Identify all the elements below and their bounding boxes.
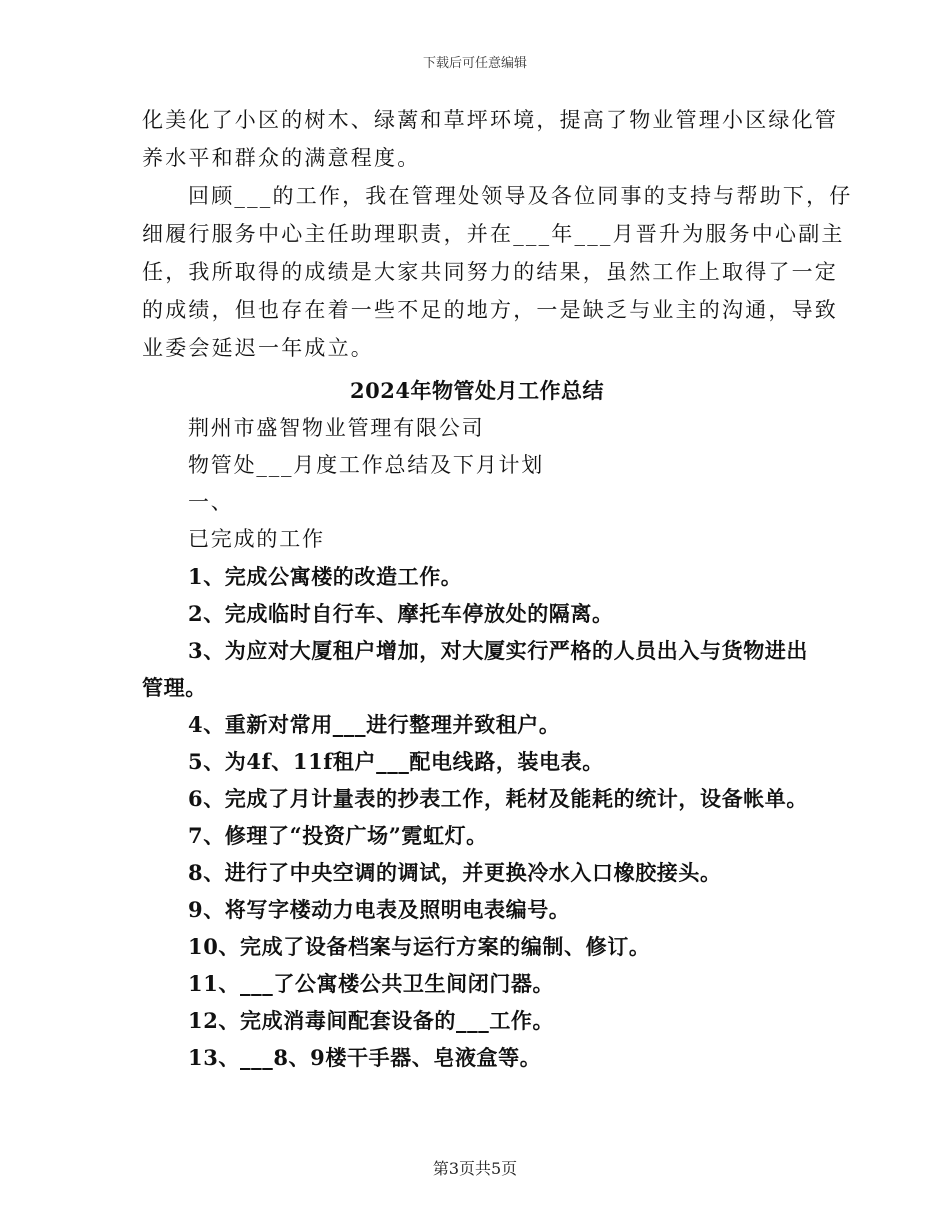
list-item: 2、完成临时自行车、摩托车停放处的隔离。 [188,601,614,626]
report-subtitle: 物管处___月度工作总结及下月计划 [188,453,545,477]
list-item-continuation: 管理。 [142,675,207,700]
list-item: 10、完成了设备档案与运行方案的编制、修订。 [188,934,651,959]
section-heading: 已完成的工作 [188,527,325,551]
list-item: 3、为应对大厦租户增加，对大厦实行严格的人员出入与货物进出 [188,638,809,663]
paragraph-line: 回顾___的工作，我在管理处领导及各位同事的支持与帮助下，仔 [188,184,853,208]
list-item: 11、___了公寓楼公共卫生间闭门器。 [188,971,555,996]
paragraph-line: 养水平和群众的满意程度。 [142,146,421,170]
document-body [142,101,853,1076]
paragraph-line: 任，我所取得的成绩是大家共同努力的结果，虽然工作上取得了一定 [142,260,838,284]
list-item: 12、完成消毒间配套设备的___工作。 [188,1008,555,1033]
company-name: 荆州市盛智物业管理有限公司 [188,416,485,440]
page-header: 下载后可任意编辑 [422,56,527,71]
list-item: 8、进行了中央空调的调试，并更换冷水入口橡胶接头。 [188,860,722,885]
list-item: 4、重新对常用___进行整理并致租户。 [188,712,561,737]
list-item: 9、将写字楼动力电表及照明电表编号。 [188,897,571,922]
paragraph-line: 化美化了小区的树木、绿蓠和草坪环境，提高了物业管理小区绿化管 [142,108,838,132]
list-item: 6、完成了月计量表的抄表工作，耗材及能耗的统计，设备帐单。 [188,786,809,811]
paragraph-line: 业委会延迟一年成立。 [142,336,374,360]
list-item: 1、完成公寓楼的改造工作。 [188,564,463,589]
list-item: 13、___8、9楼干手器、皂液盒等。 [188,1045,542,1070]
page-number: 第3页共5页 [432,1159,518,1178]
list-item: 7、修理了“投资广场”霓虹灯。 [188,823,488,848]
paragraph-line: 的成绩，但也存在着一些不足的地方，一是缺乏与业主的沟通，导致 [142,298,838,322]
section-number: 一、 [188,490,234,514]
paragraph-line: 细履行服务中心主任助理职责，并在___年___月晋升为服务中心副主 [142,222,845,246]
list-item: 5、为4f、11f租户___配电线路，装电表。 [188,749,604,774]
section-title: 2024年物管处月工作总结 [350,378,604,403]
